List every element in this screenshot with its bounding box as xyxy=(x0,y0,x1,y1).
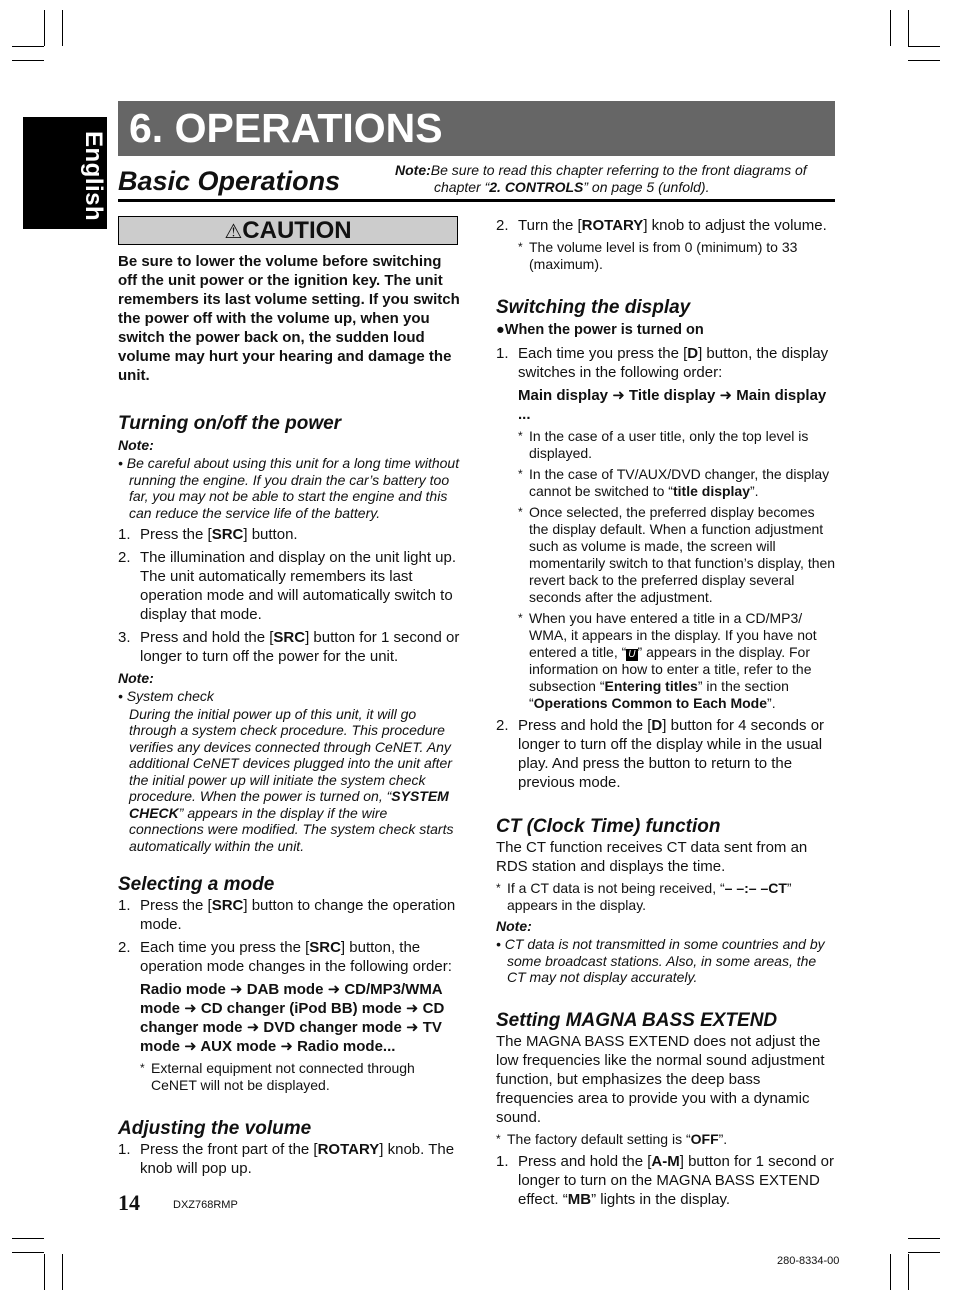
step-text: ] knob. The knob will pop up. xyxy=(140,1141,455,1177)
note-item: • Be careful about using this unit for a long time without running the engine. If you drain the car’s battery too far, you may not be able to start the engine and this can reduce the service life of the battery. xyxy=(118,455,460,521)
footnote-text: When you have entered a title in a CD/MP3/ WMA, it appears in the display. If you have not entered a title, “ xyxy=(529,610,817,660)
condition-bullet xyxy=(496,321,836,340)
title-placeholder-icon: U xyxy=(628,649,636,660)
mode-heading: Selecting a mode xyxy=(118,874,275,895)
display-steps-2 xyxy=(496,716,836,792)
note-text: ” on page 5 (unfold). xyxy=(583,179,710,195)
warning-icon: ⚠ xyxy=(224,221,243,243)
note-item: • System check xyxy=(118,688,214,704)
note-item xyxy=(118,706,460,855)
bullet-text: When the power is turned on xyxy=(504,322,704,338)
key-label: ROTARY xyxy=(317,1141,380,1158)
step-number: 1. xyxy=(118,1141,131,1158)
turning-steps xyxy=(118,525,460,666)
step-number: 2. xyxy=(496,217,509,234)
step-text: ] button for 4 seconds or longer to turn off the display while in the usual play. And press the button to return to the previous mode. xyxy=(518,717,825,791)
page-number: 14 xyxy=(118,1190,140,1215)
crop-mark xyxy=(12,1238,44,1239)
step-item xyxy=(496,344,836,382)
caution-text: Be sure to lower the volume before switching off the unit power or the ignition key. The unit remembers its last volume setting. If you switch the power off with the volume up, when you switch the power back on, the sudden loud volume may hurt your hearing and damage the unit. xyxy=(118,253,460,384)
step-number: 1. xyxy=(496,345,509,362)
step-text: ] button. xyxy=(243,526,298,543)
volume-heading: Adjusting the volume xyxy=(118,1118,312,1139)
magna-heading: Setting MAGNA BASS EXTEND xyxy=(496,1009,778,1031)
key-label: A-M xyxy=(651,1152,680,1170)
note-emphasis: SYSTEM CHECK xyxy=(129,788,449,821)
crop-mark xyxy=(44,10,45,46)
crop-mark xyxy=(12,60,44,61)
footnote-emphasis: title display xyxy=(672,483,751,499)
section-title: Basic Operations xyxy=(118,166,341,196)
step-item xyxy=(496,1152,836,1209)
step-text: ] button to change the operation mode. xyxy=(140,897,456,933)
footnote-text: ” in the section “ xyxy=(529,678,789,711)
crop-mark xyxy=(908,1254,909,1290)
step-text: Press the front part of the [ xyxy=(140,1141,318,1158)
key-label: SRC xyxy=(211,526,244,543)
step-text: Each time you press the [ xyxy=(518,345,688,362)
footnote-emphasis: Entering titles xyxy=(604,678,698,694)
step-text: Press and hold the [ xyxy=(140,629,274,646)
step-item xyxy=(118,548,460,624)
key-label: D xyxy=(651,717,663,734)
crop-mark xyxy=(62,1254,63,1290)
step-text: Press and hold the [ xyxy=(518,717,652,734)
step-number: 1. xyxy=(118,526,131,543)
ct-heading: CT (Clock Time) function xyxy=(496,816,721,837)
footnote: * Once selected, the preferred display becomes the display default. When a function adjustment such as volume is made, the screen will momentarily switch to that function’s display, then revert back to the preferred display several seconds after the adjustment. xyxy=(518,504,836,606)
step-text: The illumination and display on the unit light up. The unit automatically remembers its last operation mode and will automatically switch to display that mode. xyxy=(140,549,457,623)
note-ref: 2. CONTROLS xyxy=(489,179,584,195)
footnote-emphasis: OFF xyxy=(690,1130,719,1147)
step-item xyxy=(118,896,460,934)
footnote-emphasis: – –:– –CT xyxy=(724,880,787,896)
footnote-text: ” appears in the display. For information on how to enter a title, refer to the subsection “ xyxy=(529,644,812,694)
footnote-text: If a CT data is not being received, “ xyxy=(507,880,725,896)
step-text: Press the [ xyxy=(140,526,212,543)
footnote-emphasis: Operations Common to Each Mode xyxy=(533,695,768,711)
caution-box xyxy=(118,216,458,245)
turning-heading: Turning on/off the power xyxy=(118,413,342,434)
footnote-text: The factory default setting is “ xyxy=(507,1130,691,1147)
crop-mark xyxy=(908,10,909,46)
step-text: ] button for 1 second or longer to turn off the power for the unit. xyxy=(140,629,460,665)
ct-description: The CT function receives CT data sent from an RDS station and displays the time. xyxy=(496,839,808,875)
key-label: D xyxy=(687,345,699,362)
model-number: DXZ768RMP xyxy=(173,1199,238,1211)
display-steps xyxy=(496,344,836,382)
key-label: SRC xyxy=(309,939,341,956)
key-label: SRC xyxy=(273,629,306,646)
footnote xyxy=(518,610,836,712)
step-text: Each time you press the [ xyxy=(140,939,310,956)
note-text: Be sure to read this chapter referring to the front diagrams of xyxy=(430,162,807,178)
crop-mark xyxy=(62,10,63,46)
step-text: Press and hold the [ xyxy=(518,1152,652,1170)
crop-mark xyxy=(908,1252,940,1253)
mode-steps xyxy=(118,896,460,976)
note-text: During the initial power up of this unit, it will go through a system check procedure. This procedure verifies any devices connected through CeNET. Any additional CeNET devices plugged into the unit after the initial power up will initiate the system check procedure. When the power is turned on, “ xyxy=(129,705,452,804)
footnote-text: In the case of TV/AUX/DVD changer, the display cannot be switched to “ xyxy=(529,466,830,499)
mode-sequence: Radio mode ➜ DAB mode ➜ CD/MP3/WMA mode ➜ CD changer (iPod BB) mode ➜ CD changer mode ➜ DVD changer mode ➜ TV mode ➜ AUX mode ➜ Radio mode... xyxy=(140,981,445,1055)
display-sequence: Main display ➜ Title display ➜ Main display ... xyxy=(518,387,827,423)
footnote xyxy=(496,880,836,914)
step-item xyxy=(118,525,460,544)
magna-description: The MAGNA BASS EXTEND does not adjust the low frequencies like the normal sound adjustment function, but emphasizes the deep bass frequencies area to provide you with a dynamic sound. xyxy=(496,1032,825,1126)
step-number: 1. xyxy=(496,1152,509,1170)
crop-mark xyxy=(12,1252,44,1253)
note-label: Note: xyxy=(118,670,154,686)
footnote xyxy=(518,466,836,500)
language-tab xyxy=(23,117,107,229)
footnote-text: ” appears in the display. xyxy=(507,880,792,913)
footnote: * In the case of a user title, only the top level is displayed. xyxy=(518,428,836,462)
footnote: * External equipment not connected through CeNET will not be displayed. xyxy=(140,1060,460,1094)
bullet-icon: ● xyxy=(496,322,505,338)
key-label: MB xyxy=(567,1190,592,1208)
section-rule xyxy=(118,199,835,202)
footnote-text: ”. xyxy=(750,483,759,499)
step-item xyxy=(496,216,836,235)
note-label: Note: xyxy=(395,162,431,178)
crop-mark xyxy=(44,1254,45,1290)
footnote xyxy=(496,1131,836,1148)
display-heading: Switching the display xyxy=(496,297,691,318)
footnote-text: ”. xyxy=(767,695,776,711)
crop-mark xyxy=(908,46,940,47)
crop-mark xyxy=(890,1254,891,1290)
step-text: ] button, the display switches in the following order: xyxy=(518,345,829,381)
step-item xyxy=(118,1140,460,1178)
step-number: 3. xyxy=(118,629,131,646)
step-number: 2. xyxy=(118,939,131,956)
note-text: chapter “ xyxy=(434,179,490,195)
key-label: SRC xyxy=(211,897,244,914)
header-note xyxy=(395,162,835,196)
note-label: Note: xyxy=(496,918,532,934)
note-text: ” appears in the display if the wire connections were modified. The system check starts automatically within the unit. xyxy=(129,804,454,854)
step-number: 1. xyxy=(118,897,131,914)
step-text: Press the [ xyxy=(140,897,212,914)
step-text: Turn the [ xyxy=(518,217,582,234)
left-column xyxy=(118,216,460,1182)
volume-steps-cont xyxy=(496,216,836,235)
language-label: English xyxy=(80,131,107,222)
step-text: ] button for 1 second or longer to turn on the MAGNA BASS EXTEND effect. “ xyxy=(518,1152,835,1208)
part-number: 280-8334-00 xyxy=(777,1255,840,1267)
step-text: ] knob to adjust the volume. xyxy=(643,217,827,234)
step-number: 2. xyxy=(118,549,131,566)
caution-label: CAUTION xyxy=(242,217,352,244)
crop-mark xyxy=(908,60,940,61)
chapter-title: 6. OPERATIONS xyxy=(129,105,443,151)
chapter-title-bar xyxy=(118,101,835,156)
note-item: • CT data is not transmitted in some countries and by some broadcast stations. Also, in some areas, the CT may not display accurately. xyxy=(496,936,825,985)
step-text: ] button, the operation mode changes in the following order: xyxy=(140,939,452,975)
step-item xyxy=(496,716,836,792)
footnote-text: ”. xyxy=(718,1130,728,1147)
crop-mark xyxy=(12,46,44,47)
step-text: ” lights in the display. xyxy=(591,1190,731,1208)
crop-mark xyxy=(890,10,891,46)
step-number: 2. xyxy=(496,717,509,734)
magna-steps xyxy=(496,1152,836,1209)
footnote: * The volume level is from 0 (minimum) to 33 (maximum). xyxy=(518,239,836,273)
note-label: Note: xyxy=(118,437,154,453)
key-label: ROTARY xyxy=(581,217,644,234)
step-item xyxy=(118,938,460,976)
volume-steps xyxy=(118,1140,460,1178)
right-column xyxy=(496,216,836,1213)
step-item xyxy=(118,628,460,666)
crop-mark xyxy=(908,1238,940,1239)
